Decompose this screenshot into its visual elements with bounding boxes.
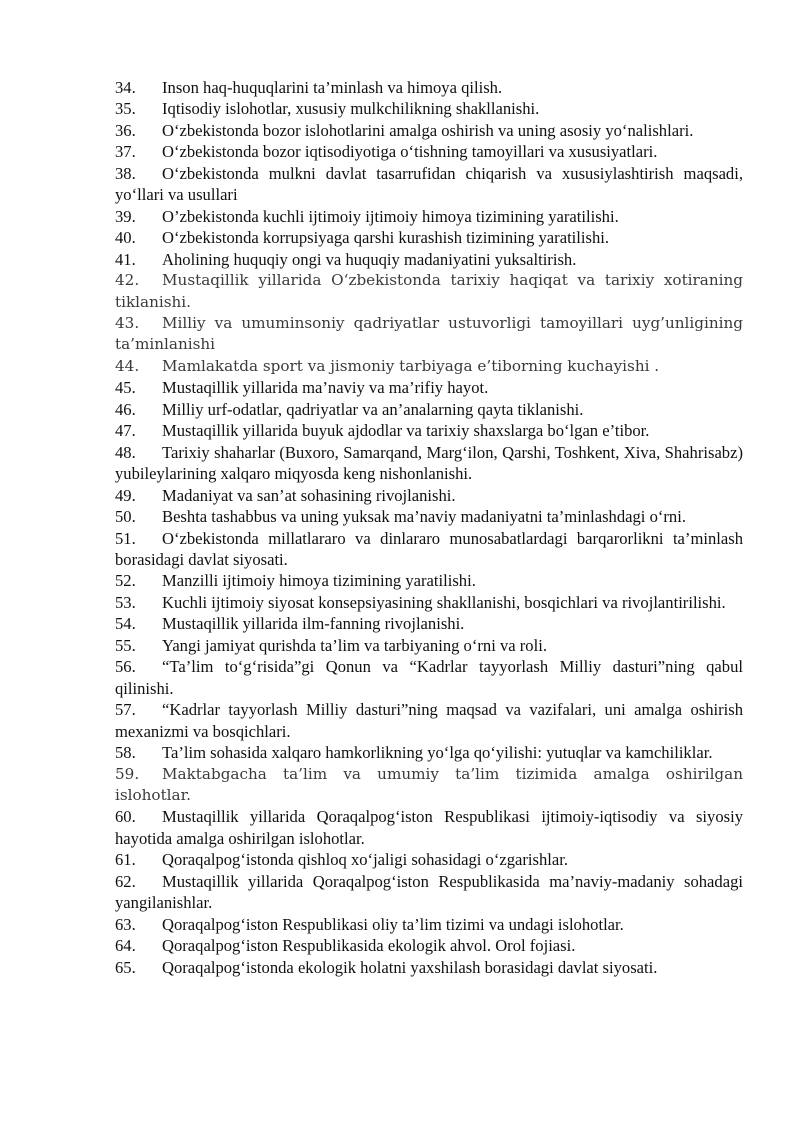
list-item	[115, 914, 743, 935]
item-number: 36.	[115, 120, 136, 140]
item-number: 57.	[115, 700, 136, 720]
item-text: “Kadrlar tayyorlash Milliy dasturi”ning maqsad va vazifalari, uni amalga oshirish mexanizmi va bosqichlari.	[115, 700, 743, 741]
item-number: 64.	[115, 936, 136, 956]
item-number: 46.	[115, 399, 136, 419]
document-page	[115, 77, 743, 978]
item-text: O‘zbekistonda bozor islohotlarini amalga oshirish va uning asosiy yo‘nalishlari.	[162, 120, 694, 140]
list-item	[115, 120, 743, 141]
item-number: 52.	[115, 571, 136, 591]
list-item	[115, 141, 743, 162]
list-item	[115, 206, 743, 227]
item-text: “Ta’lim to‘g‘risida”gi Qonun va “Kadrlar tayyorlash Milliy dasturi”ning qabul qilinishi.	[115, 657, 743, 698]
item-text: Beshta tashabbus va uning yuksak ma’naviy madaniyatni ta’minlashdagi o‘rni.	[162, 507, 686, 527]
item-number: 53.	[115, 592, 136, 612]
item-number: 40.	[115, 228, 136, 248]
item-number: 39.	[115, 206, 136, 226]
item-text: Kuchli ijtimoiy siyosat konsepsiyasining shakllanishi, bosqichlari va rivojlantirilishi.	[162, 592, 726, 612]
item-text: Ta’lim sohasida xalqaro hamkorlikning yo‘lga qo‘yilishi: yutuqlar va kamchiliklar.	[162, 743, 713, 763]
item-number: 51.	[115, 528, 136, 548]
item-text: Inson haq-huquqlarini ta’minlash va himoya qilish.	[162, 78, 503, 97]
item-number: 45.	[115, 378, 136, 398]
item-text: Mustaqillik yillarida buyuk ajdodlar va tarixiy shaxslarga bo‘lgan e’tibor.	[162, 421, 650, 441]
item-number: 61.	[115, 850, 136, 870]
item-number: 59.	[115, 764, 140, 783]
item-number: 55.	[115, 635, 136, 655]
list-item	[115, 270, 743, 313]
list-item	[115, 613, 743, 634]
item-text: Qoraqalpog‘istonda qishloq xo‘jaligi sohasidagi o‘zgarishlar.	[162, 850, 569, 870]
item-number: 49.	[115, 485, 136, 505]
item-text: O‘zbekistonda millatlararo va dinlararo munosabatlardagi barqarorlikni ta’minlash borasidagi davlat siyosati.	[115, 528, 743, 569]
item-number: 44.	[115, 356, 140, 375]
item-number: 37.	[115, 142, 136, 162]
item-number: 42.	[115, 271, 140, 290]
item-text: Qoraqalpog‘iston Respublikasida ekologik ahvol. Orol fojiasi.	[162, 936, 576, 956]
list-item	[115, 635, 743, 656]
item-number: 50.	[115, 507, 136, 527]
item-text: Madaniyat va san’at sohasining rivojlanishi.	[162, 485, 456, 505]
item-text: Qoraqalpog‘iston Respublikasi oliy ta’lim tizimi va undagi islohotlar.	[162, 914, 624, 934]
item-text: Milliy va umuminsoniy qadriyatlar ustuvorligi tamoyillari uyg’unligining ta’minlanishi	[115, 313, 743, 354]
list-item	[115, 806, 743, 849]
list-item	[115, 163, 743, 206]
item-text: Mustaqillik yillarida O‘zbekistonda tarixiy haqiqat va tarixiy xotiraning tiklanishi.	[115, 271, 743, 311]
item-text: Yangi jamiyat qurishda ta’lim va tarbiyaning o‘rni va roli.	[162, 635, 547, 655]
list-item	[115, 570, 743, 591]
list-item	[115, 399, 743, 420]
list-item	[115, 77, 743, 98]
list-item	[115, 957, 743, 978]
list-item	[115, 506, 743, 527]
list-item	[115, 656, 743, 699]
item-text: Iqtisodiy islohotlar, xususiy mulkchilikning shakllanishi.	[162, 99, 540, 119]
list-item	[115, 871, 743, 914]
list-item	[115, 420, 743, 441]
item-number: 54.	[115, 614, 136, 634]
item-text: Mustaqillik yillarida ma’naviy va ma’rifiy hayot.	[162, 378, 489, 398]
item-text: Mustaqillik yillarida Qoraqalpog‘iston Respublikasi ijtimoiy-iqtisodiy va siyosiy hayotida amalga oshirilgan islohotlar.	[115, 807, 743, 848]
item-number: 43.	[115, 313, 140, 332]
list-item	[115, 227, 743, 248]
item-text: Maktabgacha ta’lim va umumiy ta’lim tizimida amalga oshirilgan islohotlar.	[115, 764, 743, 804]
item-text: Tarixiy shaharlar (Buxoro, Samarqand, Marg‘ilon, Qarshi, Toshkent, Xiva, Shahrisabz) yubileylarining xalqaro miqyosda keng nishonlanishi.	[115, 442, 743, 484]
item-text: Milliy urf-odatlar, qadriyatlar va an’analarning qayta tiklanishi.	[162, 399, 584, 419]
list-item	[115, 592, 743, 613]
list-item	[115, 699, 743, 742]
item-number: 48.	[115, 442, 136, 462]
list-item	[115, 356, 743, 377]
item-number: 65.	[115, 957, 136, 977]
item-text: O‘zbekistonda bozor iqtisodiyotiga o‘tishning tamoyillari va xususiyatlari.	[162, 142, 658, 162]
item-number: 60.	[115, 807, 136, 827]
item-text: O‘zbekistonda korrupsiyaga qarshi kurashish tizimining yaratilishi.	[162, 228, 610, 248]
list-item	[115, 98, 743, 119]
list-item	[115, 377, 743, 398]
item-text: Mustaqillik yillarida ilm-fanning rivojlanishi.	[162, 614, 465, 634]
item-number: 62.	[115, 871, 136, 891]
list-item	[115, 485, 743, 506]
item-text: Mustaqillik yillarida Qoraqalpog‘iston Respublikasida ma’naviy-madaniy sohadagi yangilanishlar.	[115, 871, 743, 913]
item-number: 63.	[115, 914, 136, 934]
item-number: 35.	[115, 99, 136, 119]
item-text: O‘zbekistonda mulkni davlat tasarrufidan chiqarish va xususiylashtirish maqsadi, yo‘llari va usullari	[115, 163, 743, 205]
item-number: 56.	[115, 657, 136, 677]
item-number: 38.	[115, 163, 136, 183]
list-item	[115, 849, 743, 870]
item-number: 58.	[115, 743, 136, 763]
list-item	[115, 764, 743, 807]
item-number: 41.	[115, 249, 136, 269]
list-item	[115, 442, 743, 485]
item-text: Mamlakatda sport va jismoniy tarbiyaga e’tiborning kuchayishi .	[162, 356, 660, 375]
item-text: Qoraqalpog‘istonda ekologik holatni yaxshilash borasidagi davlat siyosati.	[162, 957, 658, 977]
item-number: 34.	[115, 78, 136, 97]
list-item	[115, 935, 743, 956]
list-item	[115, 313, 743, 356]
list-item	[115, 528, 743, 571]
list-item	[115, 249, 743, 270]
item-text: O’zbekistonda kuchli ijtimoiy ijtimoiy himoya tizimining yaratilishi.	[162, 206, 619, 226]
item-number: 47.	[115, 421, 136, 441]
item-text: Manzilli ijtimoiy himoya tizimining yaratilishi.	[162, 571, 476, 591]
item-text: Aholining huquqiy ongi va huquqiy madaniyatini yuksaltirish.	[162, 249, 577, 269]
list-item	[115, 742, 743, 763]
